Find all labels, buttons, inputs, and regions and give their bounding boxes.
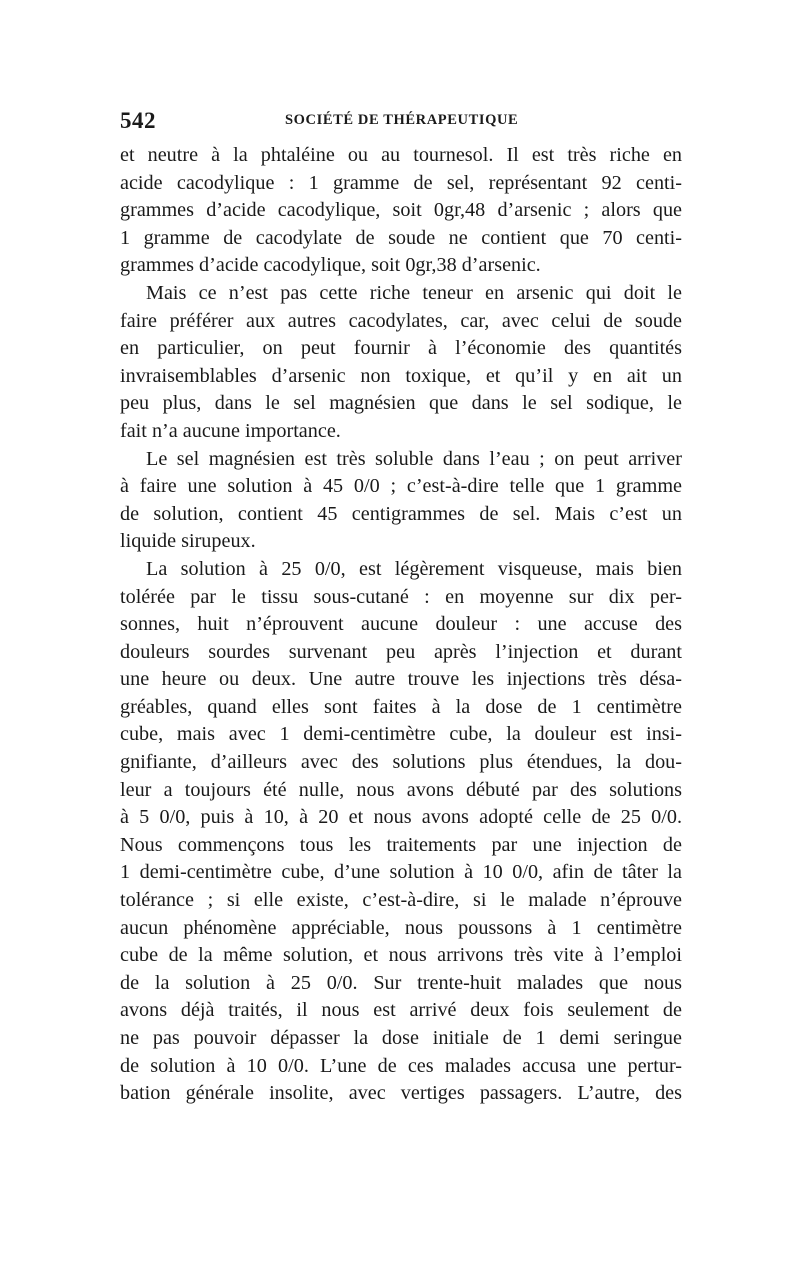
text-line: 1 gramme de cacodylate de soude ne contient que 70 centi- [120, 226, 682, 249]
text-line: de solution, contient 45 centigrammes de sel. Mais c’est un [120, 502, 682, 525]
text-line: aucun phénomène appréciable, nous poussons à 1 centimètre [120, 916, 682, 939]
running-head: SOCIÉTÉ DE THÉRAPEUTIQUE [285, 112, 519, 128]
text-line: Nous commençons tous les traitements par une injection de [120, 833, 682, 856]
text-line: peu plus, dans le sel magnésien que dans le sel sodique, le [120, 392, 682, 415]
text-line: gnifiante, d’ailleurs avec des solutions plus étendues, la dou- [120, 751, 682, 774]
text-line: faire préférer aux autres cacodylates, car, avec celui de soude [120, 309, 682, 332]
text-line: La solution à 25 0/0, est légèrement visqueuse, mais bien [146, 557, 682, 580]
text-line: de solution à 10 0/0. L’une de ces malades accusa une pertur- [120, 1054, 682, 1077]
text-line: grammes d’acide cacodylique, soit 0gr,48 d’arsenic ; alors que [120, 199, 682, 222]
text-line: invraisemblables d’arsenic non toxique, et qu’il y en ait un [120, 364, 682, 387]
text-line: gréables, quand elles sont faites à la dose de 1 centimètre [120, 695, 682, 718]
text-line: à faire une solution à 45 0/0 ; c’est-à-dire telle que 1 gramme [120, 475, 682, 498]
text-line: acide cacodylique : 1 gramme de sel, représentant 92 centi- [120, 171, 682, 194]
text-line: sonnes, huit n’éprouvent aucune douleur : une accuse des [120, 613, 682, 636]
text-line: à 5 0/0, puis à 10, à 20 et nous avons adopté celle de 25 0/0. [120, 806, 682, 829]
text-line: cube, mais avec 1 demi-centimètre cube, la douleur est insi- [120, 723, 682, 746]
text-line: en particulier, on peut fournir à l’économie des quantités [120, 337, 682, 360]
text-line: Le sel magnésien est très soluble dans l’eau ; on peut arriver [146, 447, 682, 470]
text-line: liquide sirupeux. [120, 530, 256, 553]
text-line: de la solution à 25 0/0. Sur trente-huit malades que nous [120, 971, 682, 994]
text-line: et neutre à la phtaléine ou au tournesol. Il est très riche en [120, 144, 682, 166]
text-line: grammes d’acide cacodylique, soit 0gr,38 d’arsenic. [120, 254, 541, 277]
text-line: cube de la même solution, et nous arrivons très vite à l’emploi [120, 944, 682, 967]
body-text [120, 142, 682, 1108]
text-line: Mais ce n’est pas cette riche teneur en arsenic qui doit le [146, 281, 682, 304]
text-line: leur a toujours été nulle, nous avons débuté par des solutions [120, 778, 682, 801]
text-line: tolérance ; si elle existe, c’est-à-dire, si le malade n’éprouve [120, 889, 682, 912]
text-line: 1 demi-centimètre cube, d’une solution à 10 0/0, afin de tâter la [120, 861, 682, 884]
text-line: tolérée par le tissu sous-cutané : en moyenne sur dix per- [120, 585, 682, 608]
page-number: 542 [120, 108, 156, 133]
text-line: une heure ou deux. Une autre trouve les injections très désa- [120, 668, 682, 691]
page-header [120, 108, 682, 138]
text-line: douleurs sourdes survenant peu après l’injection et durant [120, 640, 682, 663]
text-line: fait n’a aucune importance. [120, 419, 341, 442]
text-line: ne pas pouvoir dépasser la dose initiale de 1 demi seringue [120, 1027, 682, 1049]
text-line: bation générale insolite, avec vertiges passagers. L’autre, des [120, 1082, 682, 1105]
text-line: avons déjà traités, il nous est arrivé deux fois seulement de [120, 999, 682, 1022]
